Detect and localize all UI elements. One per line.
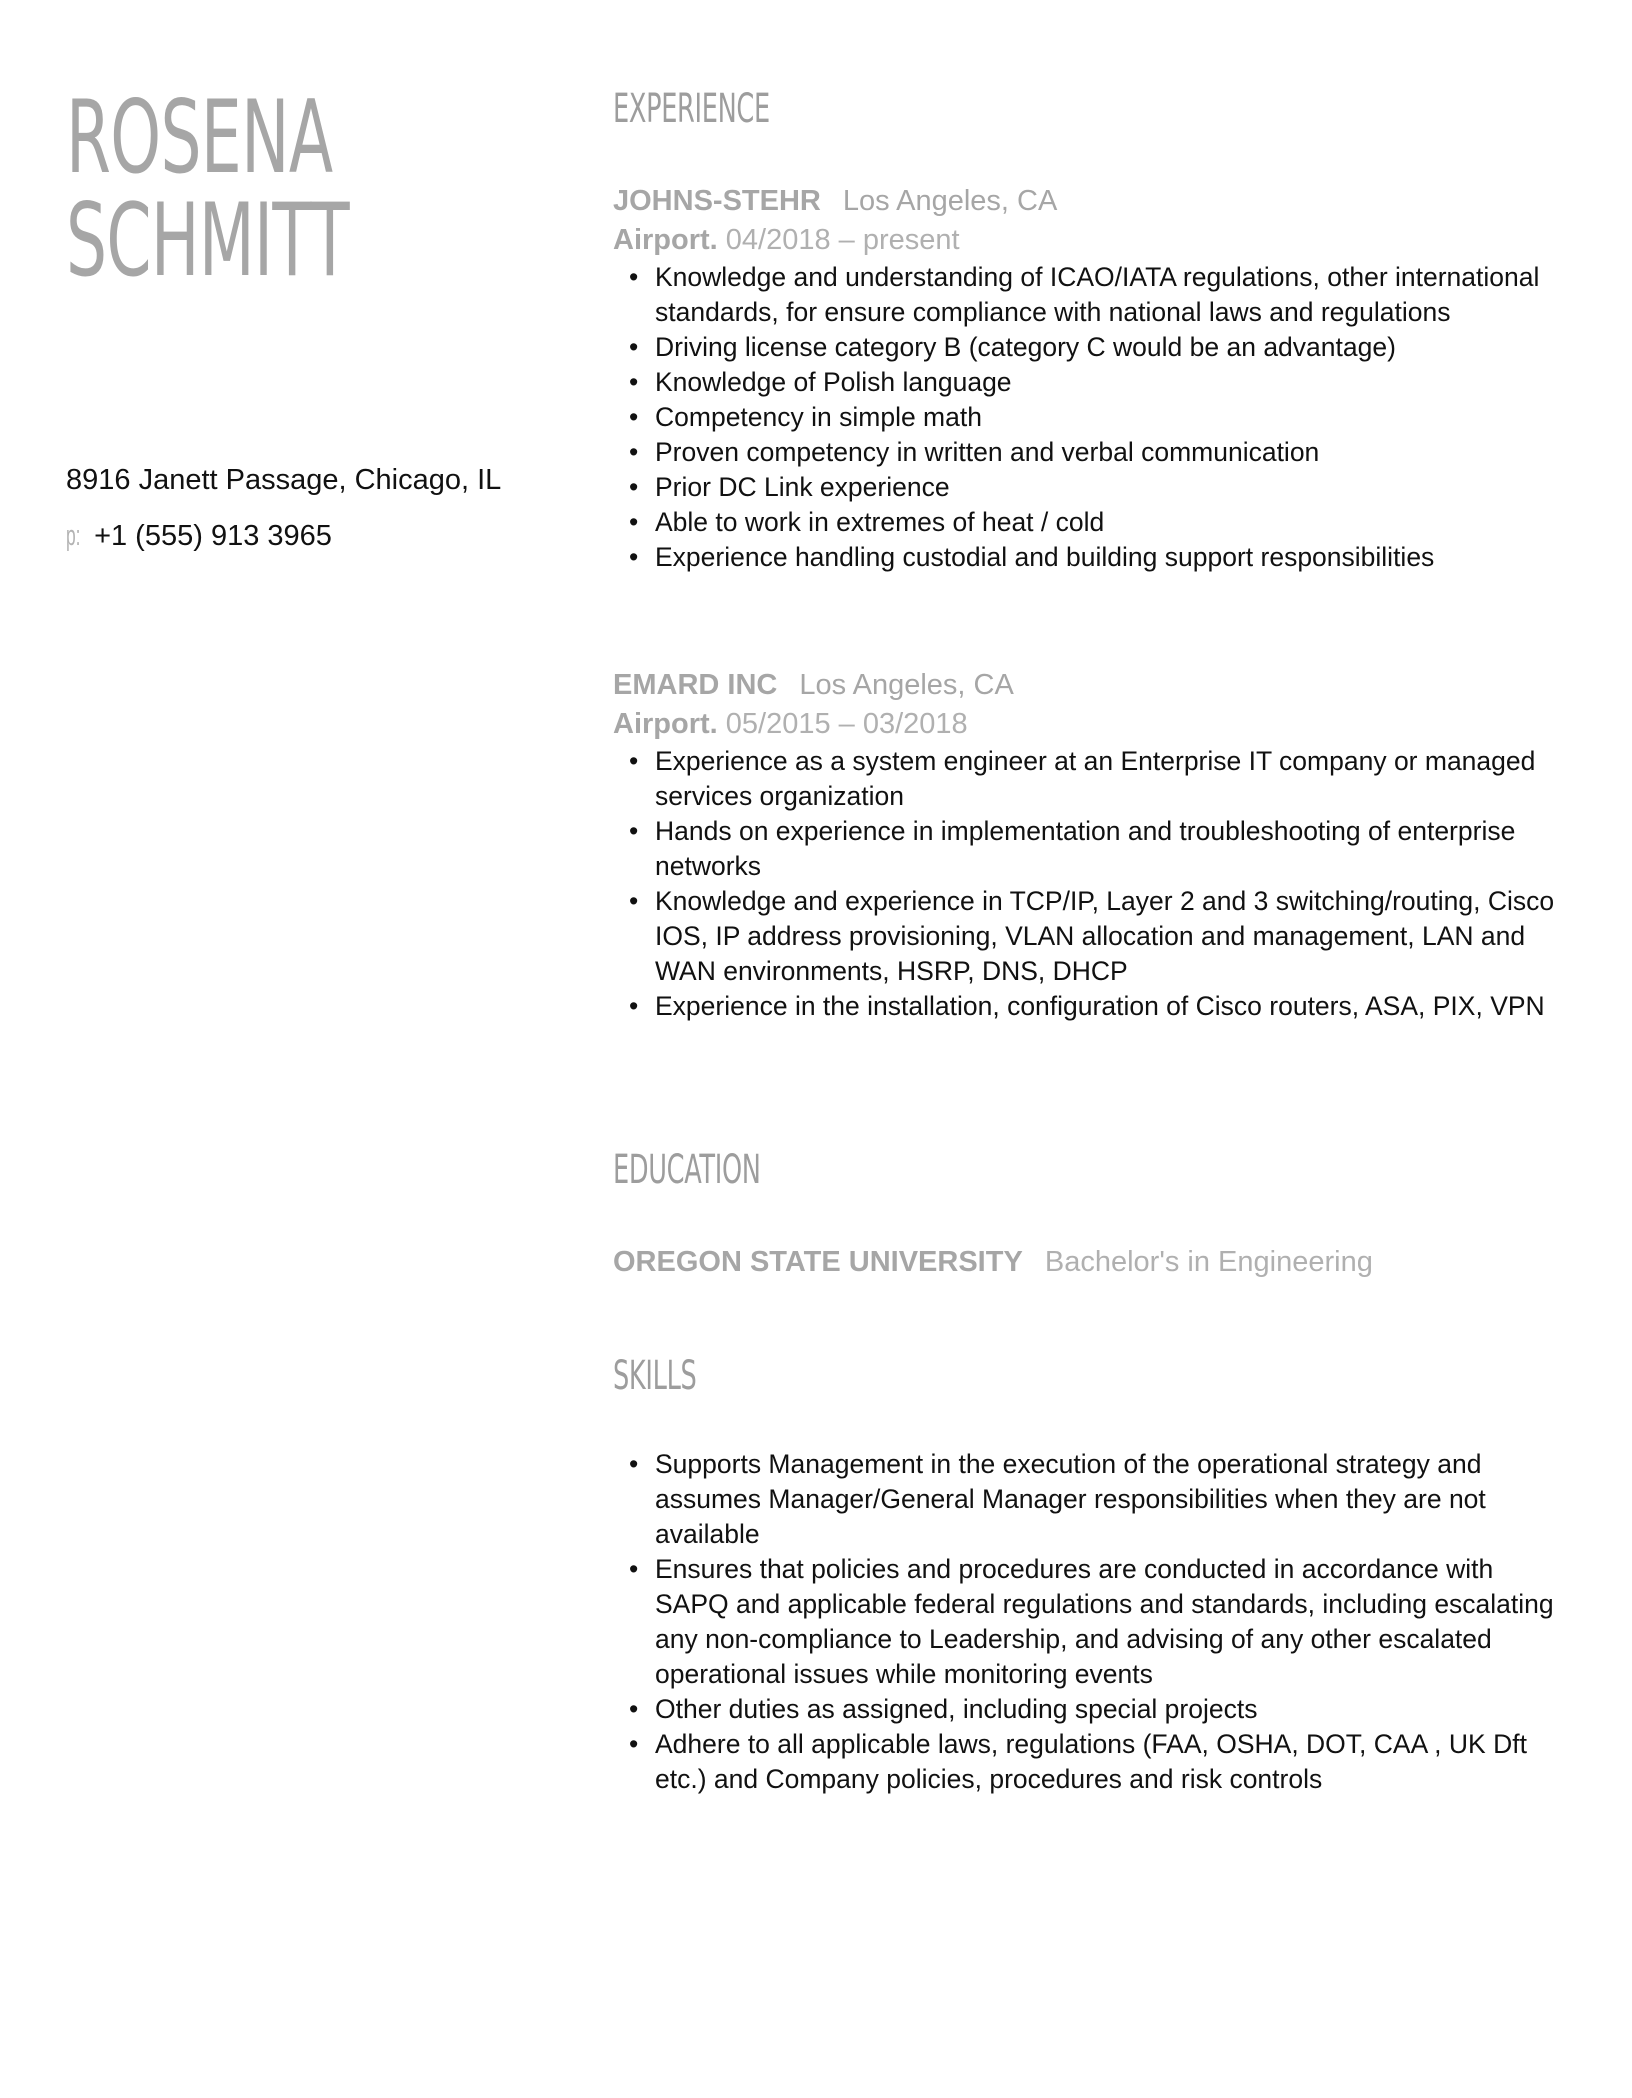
list-item: • Competency in simple math: [613, 400, 1573, 435]
job-role: Airport.: [613, 708, 718, 740]
job-subheader: [613, 705, 1573, 744]
job-dates: 05/2015 – 03/2018: [725, 708, 968, 740]
job-bullets: [613, 744, 1573, 1024]
first-name: ROSENA: [66, 78, 333, 196]
job-entry: [613, 666, 1573, 1024]
last-name: SCHMITT: [66, 181, 349, 299]
education-heading: EDUCATION: [613, 1147, 761, 1193]
list-item: • Knowledge of Polish language: [613, 365, 1573, 400]
list-item: • Experience handling custodial and building support responsibilities: [613, 540, 1573, 575]
skills-list-container: [613, 1447, 1573, 1797]
skills-heading: SKILLS: [613, 1353, 697, 1399]
name-block: [66, 78, 566, 299]
job-header: [613, 182, 1573, 221]
degree: Bachelor's in Engineering: [1044, 1246, 1373, 1278]
education-entry: [613, 1243, 1373, 1282]
skills-list: [613, 1447, 1573, 1797]
list-item: • Proven competency in written and verbal communication: [613, 435, 1573, 470]
job-dates: 04/2018 – present: [725, 224, 960, 256]
list-item: • Knowledge and understanding of ICAO/IATA regulations, other international standards, for ensure compliance with national laws and regulations: [613, 260, 1573, 330]
list-item: • Experience in the installation, configuration of Cisco routers, ASA, PIX, VPN: [613, 989, 1573, 1024]
job-header: [613, 666, 1573, 705]
phone-label: p:: [66, 520, 81, 552]
list-item: • Other duties as assigned, including special projects: [613, 1692, 1573, 1727]
company-name: JOHNS-STEHR: [613, 185, 821, 217]
phone-number: +1 (555) 913 3965: [94, 520, 332, 552]
job-entry: [613, 182, 1573, 575]
list-item: • Hands on experience in implementation and troubleshooting of enterprise networks: [613, 814, 1573, 884]
job-location: Los Angeles, CA: [842, 185, 1058, 217]
address: 8916 Janett Passage, Chicago, IL: [66, 464, 502, 496]
job-role: Airport.: [613, 224, 718, 256]
contact-info: [66, 462, 501, 574]
list-item: • Prior DC Link experience: [613, 470, 1573, 505]
list-item: • Adhere to all applicable laws, regulations (FAA, OSHA, DOT, CAA , UK Dft etc.) and Company policies, procedures and risk controls: [613, 1727, 1573, 1797]
list-item: • Driving license category B (category C would be an advantage): [613, 330, 1573, 365]
job-subheader: [613, 221, 1573, 260]
list-item: • Supports Management in the execution of the operational strategy and assumes Manager/General Manager responsibilities when they are not available: [613, 1447, 1573, 1552]
school-name: OREGON STATE UNIVERSITY: [613, 1246, 1023, 1278]
company-name: EMARD INC: [613, 669, 778, 701]
list-item: • Knowledge and experience in TCP/IP, Layer 2 and 3 switching/routing, Cisco IOS, IP address provisioning, VLAN allocation and management, LAN and WAN environments, HSRP, DNS, DHCP: [613, 884, 1573, 989]
job-location: Los Angeles, CA: [799, 669, 1014, 701]
list-item: • Ensures that policies and procedures are conducted in accordance with SAPQ and applicable federal regulations and standards, including escalating any non-compliance to Leadership, and advising of any other escalated operational issues while monitoring events: [613, 1552, 1573, 1692]
list-item: • Able to work in extremes of heat / cold: [613, 505, 1573, 540]
phone-row: [66, 518, 501, 574]
list-item: • Experience as a system engineer at an Enterprise IT company or managed services organization: [613, 744, 1573, 814]
job-bullets: [613, 260, 1573, 575]
experience-heading: EXPERIENCE: [613, 86, 770, 132]
